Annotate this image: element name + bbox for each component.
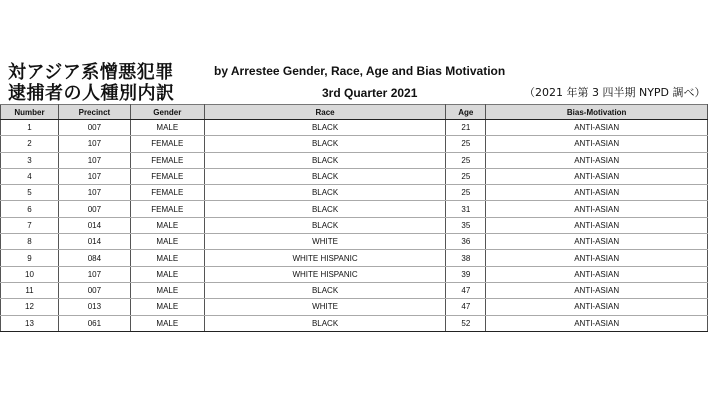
cell-precinct: 107 [58, 152, 130, 168]
cell-bias-motivation: ANTI-ASIAN [486, 250, 708, 266]
cell-number: 6 [1, 201, 59, 217]
cell-gender: MALE [130, 250, 204, 266]
cell-race: BLACK [204, 315, 446, 331]
header-gender: Gender [130, 105, 204, 120]
arrests-table [0, 104, 708, 332]
table-row [1, 217, 708, 233]
cell-race: BLACK [204, 168, 446, 184]
cell-bias-motivation: ANTI-ASIAN [486, 168, 708, 184]
cell-number: 12 [1, 299, 59, 315]
header-number: Number [1, 105, 59, 120]
cell-number: 2 [1, 136, 59, 152]
cell-race: WHITE [204, 234, 446, 250]
cell-bias-motivation: ANTI-ASIAN [486, 282, 708, 298]
table-row [1, 152, 708, 168]
cell-race: BLACK [204, 152, 446, 168]
cell-gender: FEMALE [130, 136, 204, 152]
header-bias-motivation: Bias-Motivation [486, 105, 708, 120]
cell-number: 11 [1, 282, 59, 298]
cell-bias-motivation: ANTI-ASIAN [486, 201, 708, 217]
cell-precinct: 007 [58, 120, 130, 136]
cell-gender: MALE [130, 120, 204, 136]
english-title: by Arrestee Gender, Race, Age and Bias Motivation [214, 64, 506, 78]
japanese-title-line-2: 逮捕者の人種別内訳 [8, 83, 175, 104]
cell-bias-motivation: ANTI-ASIAN [486, 120, 708, 136]
cell-race: BLACK [204, 282, 446, 298]
cell-race: BLACK [204, 136, 446, 152]
cell-bias-motivation: ANTI-ASIAN [486, 217, 708, 233]
japanese-title-line-1: 対アジア系憎悪犯罪 [8, 62, 174, 83]
table-row [1, 266, 708, 282]
cell-age: 25 [446, 136, 486, 152]
cell-precinct: 061 [58, 315, 130, 331]
cell-age: 35 [446, 217, 486, 233]
cell-gender: MALE [130, 315, 204, 331]
cell-race: BLACK [204, 120, 446, 136]
cell-number: 4 [1, 168, 59, 184]
cell-gender: MALE [130, 234, 204, 250]
cell-precinct: 014 [58, 234, 130, 250]
table-row [1, 185, 708, 201]
cell-number: 8 [1, 234, 59, 250]
cell-bias-motivation: ANTI-ASIAN [486, 152, 708, 168]
cell-number: 13 [1, 315, 59, 331]
cell-precinct: 107 [58, 266, 130, 282]
cell-gender: MALE [130, 282, 204, 298]
cell-number: 5 [1, 185, 59, 201]
cell-bias-motivation: ANTI-ASIAN [486, 299, 708, 315]
cell-age: 39 [446, 266, 486, 282]
english-subtitle: 3rd Quarter 2021 [322, 86, 418, 100]
cell-number: 9 [1, 250, 59, 266]
cell-age: 52 [446, 315, 486, 331]
cell-precinct: 084 [58, 250, 130, 266]
cell-precinct: 107 [58, 168, 130, 184]
cell-gender: FEMALE [130, 168, 204, 184]
cell-gender: FEMALE [130, 201, 204, 217]
cell-number: 1 [1, 120, 59, 136]
table-row [1, 315, 708, 331]
cell-precinct: 007 [58, 201, 130, 217]
cell-bias-motivation: ANTI-ASIAN [486, 266, 708, 282]
cell-gender: FEMALE [130, 185, 204, 201]
cell-race: BLACK [204, 201, 446, 217]
cell-gender: FEMALE [130, 152, 204, 168]
cell-race: WHITE HISPANIC [204, 250, 446, 266]
table-header-row [1, 105, 708, 120]
header-age: Age [446, 105, 486, 120]
cell-bias-motivation: ANTI-ASIAN [486, 136, 708, 152]
table-row [1, 282, 708, 298]
table-row [1, 250, 708, 266]
table-row [1, 234, 708, 250]
cell-age: 31 [446, 201, 486, 217]
cell-number: 3 [1, 152, 59, 168]
cell-gender: MALE [130, 266, 204, 282]
cell-age: 25 [446, 168, 486, 184]
cell-precinct: 107 [58, 185, 130, 201]
table-row [1, 299, 708, 315]
header-race: Race [204, 105, 446, 120]
cell-age: 21 [446, 120, 486, 136]
japanese-title [8, 62, 175, 104]
cell-age: 36 [446, 234, 486, 250]
cell-bias-motivation: ANTI-ASIAN [486, 185, 708, 201]
source-note: （2021 年第 3 四半期 NYPD 調べ） [524, 86, 706, 99]
cell-race: BLACK [204, 217, 446, 233]
cell-precinct: 014 [58, 217, 130, 233]
cell-age: 47 [446, 282, 486, 298]
cell-race: WHITE [204, 299, 446, 315]
table-row [1, 136, 708, 152]
cell-age: 25 [446, 185, 486, 201]
cell-gender: MALE [130, 299, 204, 315]
table-row [1, 201, 708, 217]
table-row [1, 168, 708, 184]
cell-race: WHITE HISPANIC [204, 266, 446, 282]
cell-bias-motivation: ANTI-ASIAN [486, 315, 708, 331]
cell-race: BLACK [204, 185, 446, 201]
cell-precinct: 013 [58, 299, 130, 315]
cell-precinct: 007 [58, 282, 130, 298]
cell-bias-motivation: ANTI-ASIAN [486, 234, 708, 250]
header-precinct: Precinct [58, 105, 130, 120]
cell-age: 38 [446, 250, 486, 266]
cell-precinct: 107 [58, 136, 130, 152]
cell-age: 25 [446, 152, 486, 168]
cell-age: 47 [446, 299, 486, 315]
cell-gender: MALE [130, 217, 204, 233]
cell-number: 10 [1, 266, 59, 282]
table-row [1, 120, 708, 136]
cell-number: 7 [1, 217, 59, 233]
